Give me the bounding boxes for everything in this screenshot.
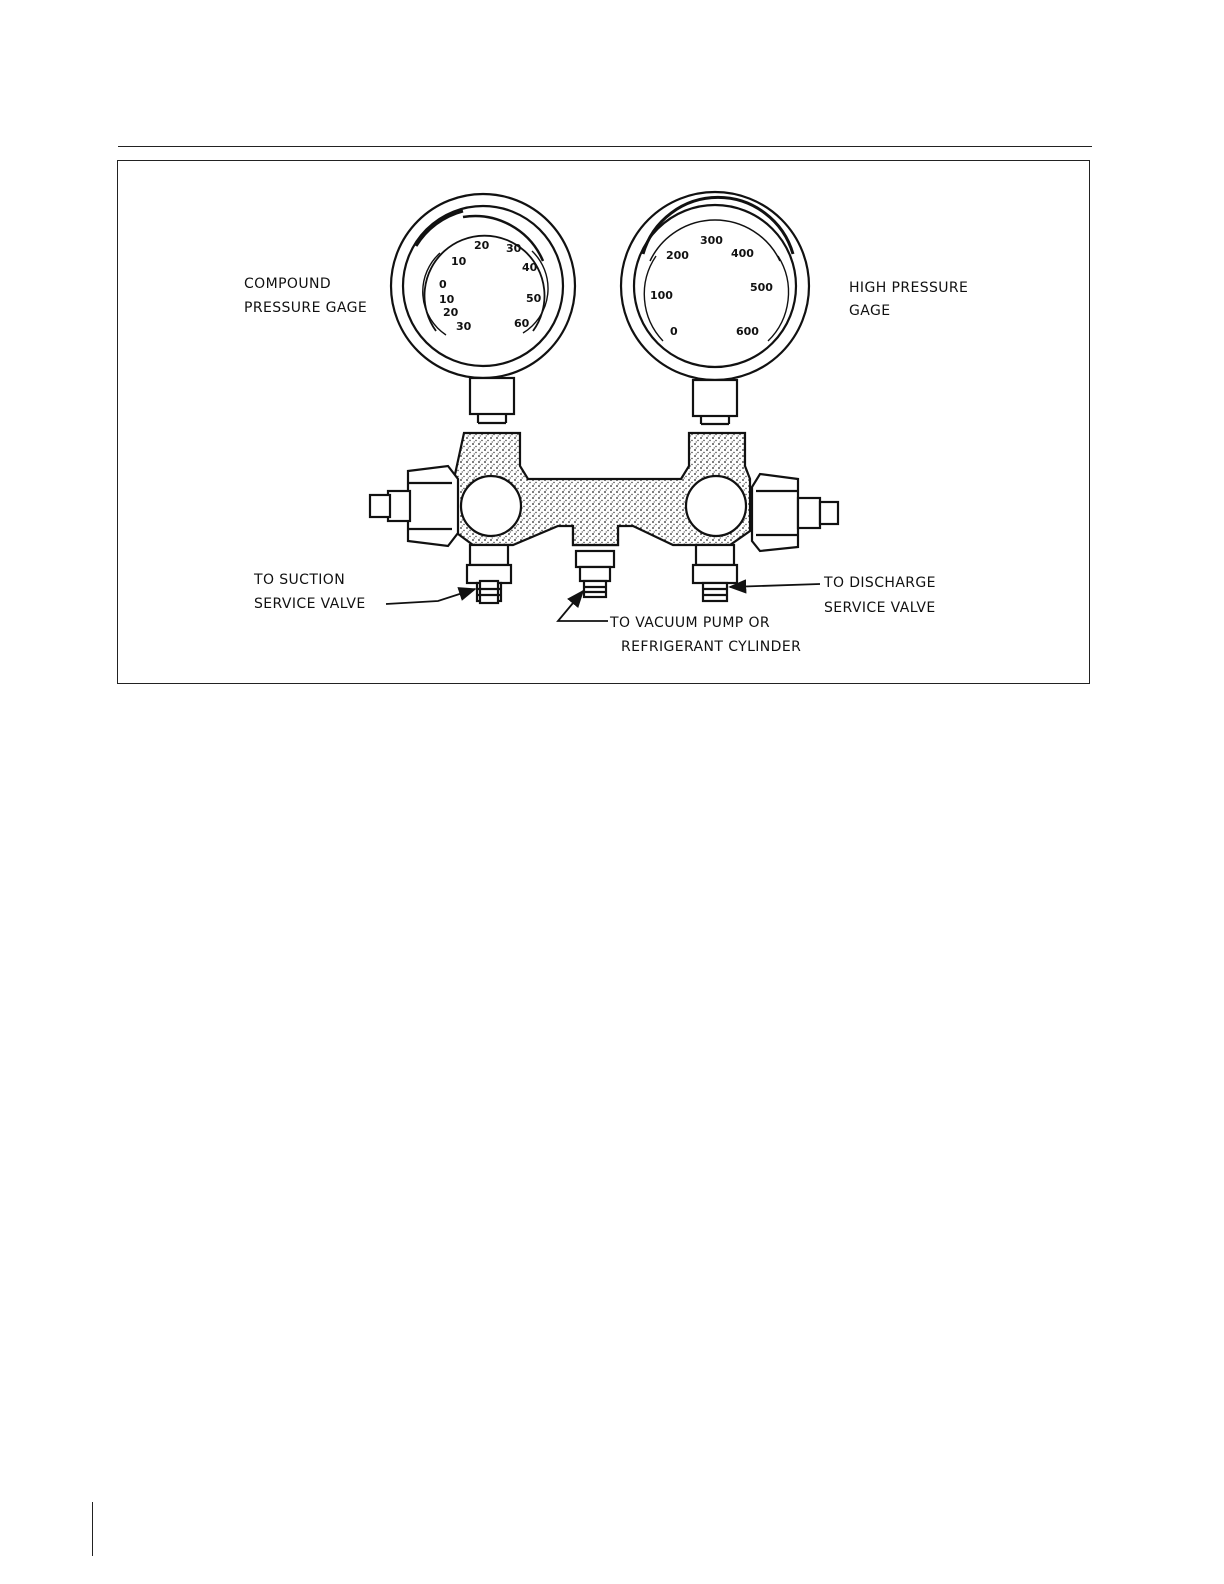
compound-gage-label-line1: COMPOUND: [244, 276, 332, 292]
dial-number: 40: [522, 261, 538, 274]
dial-number: 500: [750, 281, 773, 294]
gauge-manifold-diagram: [118, 161, 1091, 685]
dial-number: 0: [670, 325, 678, 338]
dial-number: 200: [666, 249, 689, 262]
discharge-fitting: [693, 545, 737, 601]
dial-number: 20: [474, 239, 490, 252]
dial-number: 20: [443, 306, 459, 319]
suction-label-line1: TO SUCTION: [254, 572, 346, 588]
dial-number: 100: [650, 289, 673, 302]
dial-number: 30: [506, 242, 522, 255]
dial-number: 30: [456, 320, 472, 333]
suction-arrow: [386, 589, 475, 604]
right-hose-connector: [752, 474, 838, 551]
vacuum-label-line2: REFRIGERANT CYLINDER: [621, 639, 802, 655]
top-rule: [118, 146, 1092, 147]
high-pressure-label-line1: HIGH PRESSURE: [849, 280, 969, 296]
manifold-body: [454, 433, 750, 545]
dial-number: 600: [736, 325, 759, 338]
suction-label-line2: SERVICE VALVE: [254, 596, 366, 612]
high-pressure-label-line2: GAGE: [849, 303, 891, 319]
dial-number: 10: [439, 293, 455, 306]
page-margin-rule: [92, 1502, 93, 1556]
discharge-label-line2: SERVICE VALVE: [824, 600, 936, 616]
suction-fitting: [467, 545, 511, 603]
left-hose-connector: [370, 466, 458, 546]
compound-pressure-gage: [391, 194, 575, 423]
discharge-label-line1: TO DISCHARGE: [824, 575, 936, 591]
figure-frame: [117, 160, 1090, 684]
compound-gage-label-line2: PRESSURE GAGE: [244, 300, 368, 316]
dial-number: 50: [526, 292, 542, 305]
discharge-arrow: [730, 584, 820, 587]
diagram-labels: [244, 276, 968, 655]
dial-number: 300: [700, 234, 723, 247]
dial-number: 0: [439, 278, 447, 291]
vacuum-fitting: [576, 551, 614, 597]
dial-number: 60: [514, 317, 530, 330]
dial-number: 10: [451, 255, 467, 268]
dial-number: 400: [731, 247, 754, 260]
high-pressure-gage: [621, 192, 809, 424]
vacuum-label-line1: TO VACUUM PUMP OR: [610, 615, 771, 631]
